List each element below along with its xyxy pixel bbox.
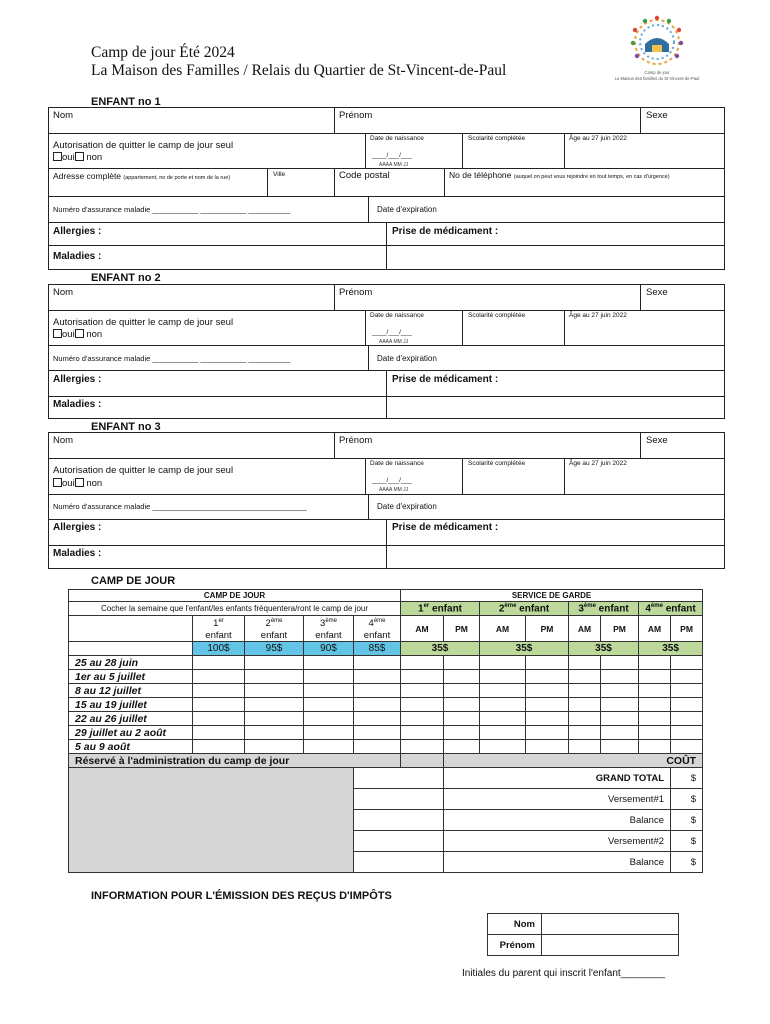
garde-am-4: AM bbox=[639, 616, 671, 642]
child-3-scolarite-label: Scolarité complétée bbox=[468, 460, 526, 467]
camp-week-checkbox-cell[interactable] bbox=[304, 726, 354, 740]
child-3-autorisation-label: Autorisation de quitter le camp de jour seul bbox=[53, 465, 234, 476]
tax-prenom-label: Prénom bbox=[488, 935, 542, 956]
garde-week-checkbox-cell[interactable] bbox=[401, 684, 444, 698]
camp-week-checkbox-cell[interactable] bbox=[354, 698, 401, 712]
camp-week-checkbox-cell[interactable] bbox=[354, 712, 401, 726]
child-3-age-label: Âge au 27 juin 2022 bbox=[569, 460, 627, 467]
garde-week-checkbox-cell[interactable] bbox=[569, 726, 601, 740]
garde-week-checkbox-cell[interactable] bbox=[671, 670, 703, 684]
logo-icon bbox=[612, 10, 702, 72]
week-row bbox=[69, 726, 703, 740]
garde-week-checkbox-cell[interactable] bbox=[480, 698, 526, 712]
camp-week-checkbox-cell[interactable] bbox=[193, 670, 245, 684]
child-3-medicament-label: Prise de médicament : bbox=[392, 522, 499, 533]
child-2-allergies-label: Allergies : bbox=[53, 374, 102, 385]
garde-week-checkbox-cell[interactable] bbox=[444, 726, 480, 740]
child-1-dob-field[interactable]: ____/___/___ bbox=[372, 152, 412, 159]
tax-nom-label: Nom bbox=[488, 914, 542, 935]
garde-week-checkbox-cell[interactable] bbox=[526, 656, 569, 670]
camp-price-2: 95$ bbox=[245, 642, 304, 656]
camp-week-checkbox-cell[interactable] bbox=[245, 656, 304, 670]
total-value[interactable]: $ bbox=[671, 768, 703, 789]
child-2-nom-label: Nom bbox=[53, 287, 74, 298]
garde-price-2: 35$ bbox=[480, 642, 569, 656]
child-3-prenom-label: Prénom bbox=[339, 435, 373, 446]
garde-week-checkbox-cell[interactable] bbox=[569, 698, 601, 712]
child-1-adresse-label: Adresse complète (appartement, no de porte et nom de la rue) bbox=[53, 171, 231, 181]
child-3-maladies-label: Maladies : bbox=[53, 548, 102, 559]
child-1-expiration-label: Date d'expiration bbox=[377, 205, 437, 214]
camp-week-checkbox-cell[interactable] bbox=[304, 684, 354, 698]
garde-week-checkbox-cell[interactable] bbox=[601, 670, 639, 684]
total-row bbox=[69, 768, 703, 789]
total-blank-cell[interactable] bbox=[354, 789, 444, 810]
camp-price-4: 85$ bbox=[354, 642, 401, 656]
child-2-prenom-label: Prénom bbox=[339, 287, 373, 298]
week-label: 25 au 28 juin bbox=[69, 656, 193, 670]
garde-week-checkbox-cell[interactable] bbox=[444, 684, 480, 698]
child-1-medicament-label: Prise de médicament : bbox=[392, 226, 499, 237]
camp-week-checkbox-cell[interactable] bbox=[354, 656, 401, 670]
child-2-heading: ENFANT no 2 bbox=[91, 272, 161, 284]
camp-week-checkbox-cell[interactable] bbox=[245, 726, 304, 740]
child-1-dob-format: AAAA MM JJ bbox=[379, 162, 409, 168]
child-1-prenom-label: Prénom bbox=[339, 110, 373, 121]
child-2-medicament-label: Prise de médicament : bbox=[392, 374, 499, 385]
child-1-telephone-label: No de téléphone (auquel on peut vous rejoindre en tout temps, en cas d'urgence) bbox=[449, 170, 670, 180]
garde-pm-2: PM bbox=[526, 616, 569, 642]
garde-week-checkbox-cell[interactable] bbox=[480, 684, 526, 698]
camp-week-checkbox-cell[interactable] bbox=[193, 740, 245, 754]
garde-pm-1: PM bbox=[444, 616, 480, 642]
child-1-non-checkbox[interactable] bbox=[75, 152, 84, 161]
week-row bbox=[69, 698, 703, 712]
child-2-autorisation-label: Autorisation de quitter le camp de jour seul bbox=[53, 317, 234, 328]
camp-week-checkbox-cell[interactable] bbox=[193, 726, 245, 740]
camp-week-checkbox-cell[interactable] bbox=[304, 656, 354, 670]
cout-header: COÛT bbox=[444, 754, 703, 768]
total-blank-cell[interactable] bbox=[354, 852, 444, 873]
child-3-dob-field[interactable]: ____/___/___ bbox=[372, 477, 412, 484]
garde-col-4: 4ème enfant bbox=[639, 602, 703, 616]
garde-pm-3: PM bbox=[601, 616, 639, 642]
child-3-dob-label: Date de naissance bbox=[370, 460, 424, 467]
child-1-oui-non: oui non bbox=[53, 152, 102, 163]
camp-col-2: 2ème enfant bbox=[245, 616, 304, 642]
camp-week-checkbox-cell[interactable] bbox=[354, 670, 401, 684]
child-3-nom-label: Nom bbox=[53, 435, 74, 446]
total-value[interactable]: $ bbox=[671, 852, 703, 873]
garde-week-checkbox-cell[interactable] bbox=[444, 712, 480, 726]
week-row bbox=[69, 656, 703, 670]
camp-week-checkbox-cell[interactable] bbox=[354, 726, 401, 740]
garde-header: SERVICE DE GARDE bbox=[401, 590, 703, 602]
garde-week-checkbox-cell[interactable] bbox=[601, 684, 639, 698]
garde-price-1: 35$ bbox=[401, 642, 480, 656]
week-label: 8 au 12 juillet bbox=[69, 684, 193, 698]
garde-am-2: AM bbox=[480, 616, 526, 642]
child-2-age-label: Âge au 27 juin 2022 bbox=[569, 312, 627, 319]
logo-caption-2: La Maison des familles du St-Vincent-de-Paul bbox=[614, 76, 700, 81]
camp-week-checkbox-cell[interactable] bbox=[193, 698, 245, 712]
camp-week-checkbox-cell[interactable] bbox=[193, 684, 245, 698]
garde-col-2: 2ème enfant bbox=[480, 602, 569, 616]
total-value[interactable]: $ bbox=[671, 810, 703, 831]
child-1-nom-label: Nom bbox=[53, 110, 74, 121]
camp-week-checkbox-cell[interactable] bbox=[245, 740, 304, 754]
garde-week-checkbox-cell[interactable] bbox=[444, 670, 480, 684]
garde-am-1: AM bbox=[401, 616, 444, 642]
child-2-maladies-label: Maladies : bbox=[53, 399, 102, 410]
camp-header: CAMP DE JOUR bbox=[69, 590, 401, 602]
camp-week-checkbox-cell[interactable] bbox=[193, 656, 245, 670]
child-2-dob-label: Date de naissance bbox=[370, 312, 424, 319]
garde-pm-4: PM bbox=[671, 616, 703, 642]
camp-week-checkbox-cell[interactable] bbox=[304, 740, 354, 754]
garde-week-checkbox-cell[interactable] bbox=[569, 656, 601, 670]
reserve-admin-label: Réservé à l'administration du camp de jour bbox=[69, 754, 401, 768]
camp-price-3: 90$ bbox=[304, 642, 354, 656]
garde-week-checkbox-cell[interactable] bbox=[639, 684, 671, 698]
camp-schedule-table bbox=[68, 589, 703, 873]
tax-prenom-field[interactable] bbox=[542, 935, 679, 956]
week-label: 22 au 26 juillet bbox=[69, 712, 193, 726]
garde-price-3: 35$ bbox=[569, 642, 639, 656]
total-value[interactable]: $ bbox=[671, 831, 703, 852]
garde-week-checkbox-cell[interactable] bbox=[526, 684, 569, 698]
child-2-expiration-label: Date d'expiration bbox=[377, 354, 437, 363]
child-1-heading: ENFANT no 1 bbox=[91, 96, 161, 108]
garde-week-checkbox-cell[interactable] bbox=[526, 726, 569, 740]
garde-am-3: AM bbox=[569, 616, 601, 642]
tax-nom-field[interactable] bbox=[542, 914, 679, 935]
admin-reserved-area bbox=[69, 768, 354, 873]
child-3-oui-non: oui non bbox=[53, 478, 102, 489]
child-2-oui-non: oui non bbox=[53, 329, 102, 340]
week-label: 5 au 9 août bbox=[69, 740, 193, 754]
camp-week-checkbox-cell[interactable] bbox=[304, 670, 354, 684]
camp-week-checkbox-cell[interactable] bbox=[245, 712, 304, 726]
total-blank-cell[interactable] bbox=[354, 831, 444, 852]
garde-week-checkbox-cell[interactable] bbox=[526, 712, 569, 726]
child-2-ramq-label: Numéro d'assurance maladie ___________ ___________ __________ bbox=[53, 354, 291, 363]
garde-week-checkbox-cell[interactable] bbox=[480, 656, 526, 670]
camp-week-checkbox-cell[interactable] bbox=[304, 712, 354, 726]
garde-week-checkbox-cell[interactable] bbox=[480, 670, 526, 684]
camp-week-checkbox-cell[interactable] bbox=[245, 684, 304, 698]
child-2-non-checkbox[interactable] bbox=[75, 329, 84, 338]
week-row bbox=[69, 740, 703, 754]
garde-week-checkbox-cell[interactable] bbox=[639, 670, 671, 684]
garde-week-checkbox-cell[interactable] bbox=[639, 698, 671, 712]
garde-week-checkbox-cell[interactable] bbox=[401, 726, 444, 740]
garde-col-3: 3ème enfant bbox=[569, 602, 639, 616]
camp-col-1: 1er enfant bbox=[193, 616, 245, 642]
week-row bbox=[69, 670, 703, 684]
page-subtitle: La Maison des Familles / Relais du Quartier de St-Vincent-de-Paul bbox=[91, 62, 507, 79]
child-2-dob-field[interactable]: ____/___/___ bbox=[372, 329, 412, 336]
garde-week-checkbox-cell[interactable] bbox=[569, 740, 601, 754]
garde-week-checkbox-cell[interactable] bbox=[401, 698, 444, 712]
child-3-sexe-label: Sexe bbox=[646, 435, 668, 446]
child-1-dob-label: Date de naissance bbox=[370, 135, 424, 142]
parent-initials-line: Initiales du parent qui inscrit l'enfant________ bbox=[462, 968, 666, 979]
garde-week-checkbox-cell[interactable] bbox=[671, 656, 703, 670]
child-1-scolarite-label: Scolarité complétée bbox=[468, 135, 526, 142]
week-label: 15 au 19 juillet bbox=[69, 698, 193, 712]
garde-week-checkbox-cell[interactable] bbox=[480, 712, 526, 726]
camp-instruction: Cocher la semaine que l'enfant/les enfants fréquentera/ront le camp de jour bbox=[69, 602, 401, 616]
child-3-allergies-label: Allergies : bbox=[53, 522, 102, 533]
camp-week-checkbox-cell[interactable] bbox=[193, 712, 245, 726]
garde-week-checkbox-cell[interactable] bbox=[444, 656, 480, 670]
garde-week-checkbox-cell[interactable] bbox=[480, 740, 526, 754]
child-1-code-postal-label: Code postal bbox=[339, 170, 390, 181]
garde-week-checkbox-cell[interactable] bbox=[601, 726, 639, 740]
garde-week-checkbox-cell[interactable] bbox=[444, 698, 480, 712]
child-2-dob-format: AAAA MM JJ bbox=[379, 339, 409, 345]
camp-price-1: 100$ bbox=[193, 642, 245, 656]
child-3-heading: ENFANT no 3 bbox=[91, 421, 161, 433]
child-3-non-checkbox[interactable] bbox=[75, 478, 84, 487]
total-label: Balance bbox=[444, 852, 671, 873]
child-1-sexe-label: Sexe bbox=[646, 110, 668, 121]
garde-week-checkbox-cell[interactable] bbox=[639, 740, 671, 754]
garde-week-checkbox-cell[interactable] bbox=[526, 740, 569, 754]
garde-week-checkbox-cell[interactable] bbox=[639, 726, 671, 740]
garde-week-checkbox-cell[interactable] bbox=[639, 712, 671, 726]
child-1-oui-checkbox[interactable] bbox=[53, 152, 62, 161]
camp-week-checkbox-cell[interactable] bbox=[304, 698, 354, 712]
organization-logo bbox=[612, 10, 702, 86]
garde-week-checkbox-cell[interactable] bbox=[671, 698, 703, 712]
camp-col-3: 3ème enfant bbox=[304, 616, 354, 642]
garde-week-checkbox-cell[interactable] bbox=[601, 740, 639, 754]
total-label: Versement#2 bbox=[444, 831, 671, 852]
camp-section-title: CAMP DE JOUR bbox=[91, 575, 176, 587]
garde-week-checkbox-cell[interactable] bbox=[671, 740, 703, 754]
garde-week-checkbox-cell[interactable] bbox=[569, 684, 601, 698]
garde-col-1: 1er enfant bbox=[401, 602, 480, 616]
total-value[interactable]: $ bbox=[671, 789, 703, 810]
garde-price-4: 35$ bbox=[639, 642, 703, 656]
garde-week-checkbox-cell[interactable] bbox=[526, 670, 569, 684]
child-1-age-label: Âge au 27 juin 2022 bbox=[569, 135, 627, 142]
child-3-dob-format: AAAA MM JJ bbox=[379, 487, 409, 493]
garde-week-checkbox-cell[interactable] bbox=[671, 726, 703, 740]
logo-caption: Camp de jour bbox=[644, 70, 670, 75]
child-2-scolarite-label: Scolarité complétée bbox=[468, 312, 526, 319]
total-blank-cell[interactable] bbox=[354, 768, 444, 789]
garde-week-checkbox-cell[interactable] bbox=[601, 698, 639, 712]
total-label: GRAND TOTAL bbox=[444, 768, 671, 789]
garde-week-checkbox-cell[interactable] bbox=[401, 656, 444, 670]
child-1-ville-label: Ville bbox=[273, 171, 286, 178]
child-1-autorisation-label: Autorisation de quitter le camp de jour seul bbox=[53, 140, 234, 151]
child-1-allergies-label: Allergies : bbox=[53, 226, 102, 237]
garde-week-checkbox-cell[interactable] bbox=[601, 712, 639, 726]
garde-week-checkbox-cell[interactable] bbox=[401, 670, 444, 684]
total-label: Versement#1 bbox=[444, 789, 671, 810]
camp-week-checkbox-cell[interactable] bbox=[245, 698, 304, 712]
child-3-oui-checkbox[interactable] bbox=[53, 478, 62, 487]
camp-week-checkbox-cell[interactable] bbox=[354, 684, 401, 698]
garde-week-checkbox-cell[interactable] bbox=[671, 712, 703, 726]
garde-week-checkbox-cell[interactable] bbox=[601, 656, 639, 670]
week-row bbox=[69, 712, 703, 726]
camp-week-checkbox-cell[interactable] bbox=[245, 670, 304, 684]
child-3-ramq-label: Numéro d'assurance maladie _____________________________________ bbox=[53, 502, 307, 511]
garde-week-checkbox-cell[interactable] bbox=[444, 740, 480, 754]
garde-week-checkbox-cell[interactable] bbox=[569, 670, 601, 684]
tax-info-table bbox=[487, 913, 679, 956]
week-label: 1er au 5 juillet bbox=[69, 670, 193, 684]
garde-week-checkbox-cell[interactable] bbox=[480, 726, 526, 740]
total-blank-cell[interactable] bbox=[354, 810, 444, 831]
child-1-ramq-label: Numéro d'assurance maladie ___________ ___________ __________ bbox=[53, 205, 291, 214]
garde-week-checkbox-cell[interactable] bbox=[526, 698, 569, 712]
child-3-expiration-label: Date d'expiration bbox=[377, 502, 437, 511]
garde-week-checkbox-cell[interactable] bbox=[671, 684, 703, 698]
garde-week-checkbox-cell[interactable] bbox=[401, 740, 444, 754]
camp-col-4: 4ème enfant bbox=[354, 616, 401, 642]
garde-week-checkbox-cell[interactable] bbox=[639, 656, 671, 670]
child-2-sexe-label: Sexe bbox=[646, 287, 668, 298]
total-label: Balance bbox=[444, 810, 671, 831]
child-1-maladies-label: Maladies : bbox=[53, 251, 102, 262]
week-label: 29 juillet au 2 août bbox=[69, 726, 193, 740]
tax-section-title: INFORMATION POUR L'ÉMISSION DES REÇUS D'IMPÔTS bbox=[91, 890, 392, 902]
page-title: Camp de jour Été 2024 bbox=[91, 44, 235, 61]
child-2-oui-checkbox[interactable] bbox=[53, 329, 62, 338]
camp-week-checkbox-cell[interactable] bbox=[354, 740, 401, 754]
garde-week-checkbox-cell[interactable] bbox=[401, 712, 444, 726]
garde-week-checkbox-cell[interactable] bbox=[569, 712, 601, 726]
week-row bbox=[69, 684, 703, 698]
